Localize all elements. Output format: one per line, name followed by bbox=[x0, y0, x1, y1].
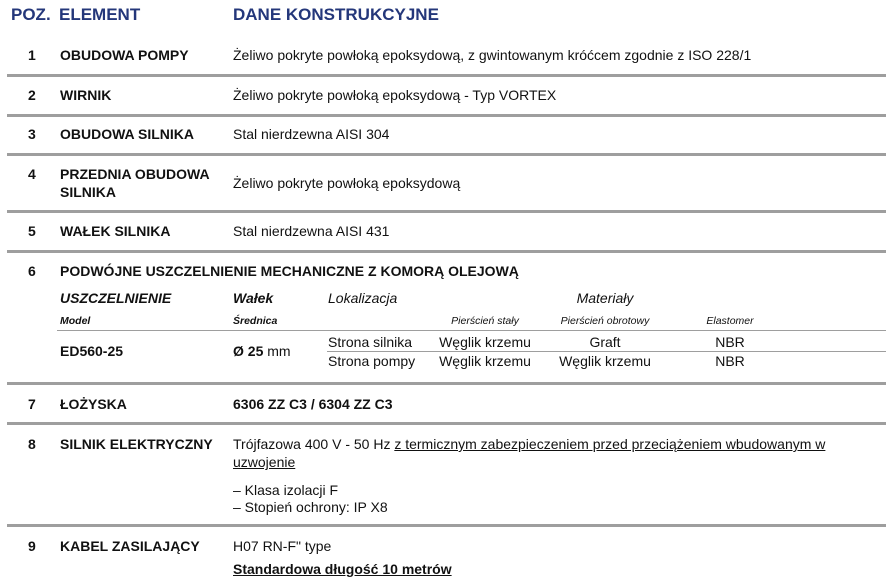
seal-head-elastomer: Elastomer bbox=[706, 315, 754, 327]
row-number: 2 bbox=[28, 87, 36, 103]
header-element: ELEMENT bbox=[59, 5, 141, 24]
seal-elastomer: NBR bbox=[715, 334, 745, 350]
row-value: H07 RN-F" type bbox=[233, 538, 332, 554]
row-value-emphasis: Standardowa długość 10 metrów bbox=[233, 561, 452, 577]
row-separator bbox=[7, 524, 886, 527]
row-number: 9 bbox=[28, 538, 36, 554]
seal-header-line bbox=[57, 330, 886, 331]
row-separator bbox=[7, 74, 886, 77]
bullet-item: – Stopień ochrony: IP X8 bbox=[233, 499, 388, 515]
row-value: 6306 ZZ C3 / 6304 ZZ C3 bbox=[233, 396, 393, 412]
row-value bbox=[233, 436, 825, 452]
row-element: KABEL ZASILAJĄCY bbox=[60, 538, 200, 554]
row-value: Żeliwo pokryte powłoką epoksydową bbox=[233, 175, 461, 191]
seal-location-line bbox=[327, 351, 886, 352]
row-element: WAŁEK SILNIKA bbox=[60, 223, 171, 239]
seal-pierscien-obrotowy: Węglik krzemu bbox=[559, 353, 651, 369]
row-separator bbox=[7, 153, 886, 156]
row-number: 5 bbox=[28, 223, 36, 239]
seal-diameter-value: Ø 25 bbox=[233, 343, 264, 359]
row-separator bbox=[7, 250, 886, 253]
seal-diameter-unit: mm bbox=[267, 343, 291, 359]
seal-pierscien-staly: Węglik krzemu bbox=[439, 353, 531, 369]
seal-head-pierscien-obrotowy: Pierścień obrotowy bbox=[560, 315, 650, 327]
seal-elastomer: NBR bbox=[715, 353, 745, 369]
seal-head-model: Model bbox=[60, 315, 91, 327]
seal-pierscien-obrotowy: Graft bbox=[589, 334, 621, 350]
bullet-item: – Klasa izolacji F bbox=[233, 482, 339, 498]
row-element: ŁOŻYSKA bbox=[60, 396, 127, 412]
row-element-line1: PRZEDNIA OBUDOWA bbox=[60, 166, 210, 182]
row-number: 7 bbox=[28, 396, 36, 412]
row-number: 1 bbox=[28, 47, 36, 63]
row-number: 8 bbox=[28, 436, 36, 452]
row-value: Stal nierdzewna AISI 431 bbox=[233, 223, 390, 239]
row-number: 4 bbox=[28, 166, 36, 182]
seal-model: ED560-25 bbox=[60, 343, 124, 359]
row-element: SILNIK ELEKTRYCZNY bbox=[60, 436, 213, 452]
seal-head-lokalizacja: Lokalizacja bbox=[328, 290, 398, 306]
seal-diameter bbox=[233, 343, 291, 359]
row-element: PODWÓJNE USZCZELNIENIE MECHANICZNE Z KOMORĄ OLEJOWĄ bbox=[60, 263, 519, 279]
seal-lokalizacja: Strona pompy bbox=[328, 353, 416, 369]
seal-head-uszczelnienie: USZCZELNIENIE bbox=[60, 290, 172, 306]
row-separator bbox=[7, 114, 886, 117]
header-dane-konstrukcyjne: DANE KONSTRUKCYJNE bbox=[233, 5, 439, 24]
seal-head-materialy: Materiały bbox=[576, 290, 634, 306]
row-value: Stal nierdzewna AISI 304 bbox=[233, 126, 390, 142]
row-separator bbox=[7, 382, 886, 385]
seal-head-walek: Wałek bbox=[233, 290, 274, 306]
row-value-underlined-cont: uzwojenie bbox=[233, 454, 296, 470]
row-value-plain: Trójfazowa 400 V - 50 Hz bbox=[233, 436, 395, 452]
seal-lokalizacja: Strona silnika bbox=[328, 334, 413, 350]
header-poz: POZ. bbox=[11, 5, 51, 24]
row-number: 6 bbox=[28, 263, 36, 279]
row-element-line2: SILNIKA bbox=[60, 184, 116, 200]
row-separator bbox=[7, 422, 886, 425]
row-element: OBUDOWA POMPY bbox=[60, 47, 189, 63]
row-element: OBUDOWA SILNIKA bbox=[60, 126, 195, 142]
seal-head-srednica: Średnica bbox=[233, 315, 278, 327]
seal-head-pierscien-staly: Pierścień stały bbox=[451, 315, 519, 327]
row-separator bbox=[7, 210, 886, 213]
row-value: Żeliwo pokryte powłoką epoksydową, z gwintowanym króćcem zgodnie z ISO 228/1 bbox=[233, 47, 752, 63]
seal-pierscien-staly: Węglik krzemu bbox=[439, 334, 531, 350]
row-element: WIRNIK bbox=[60, 87, 112, 103]
row-value: Żeliwo pokryte powłoką epoksydową - Typ VORTEX bbox=[233, 87, 557, 103]
row-number: 3 bbox=[28, 126, 36, 142]
row-value-underlined: z termicznym zabezpieczeniem przed przeciążeniem wbudowanym w bbox=[394, 436, 826, 452]
